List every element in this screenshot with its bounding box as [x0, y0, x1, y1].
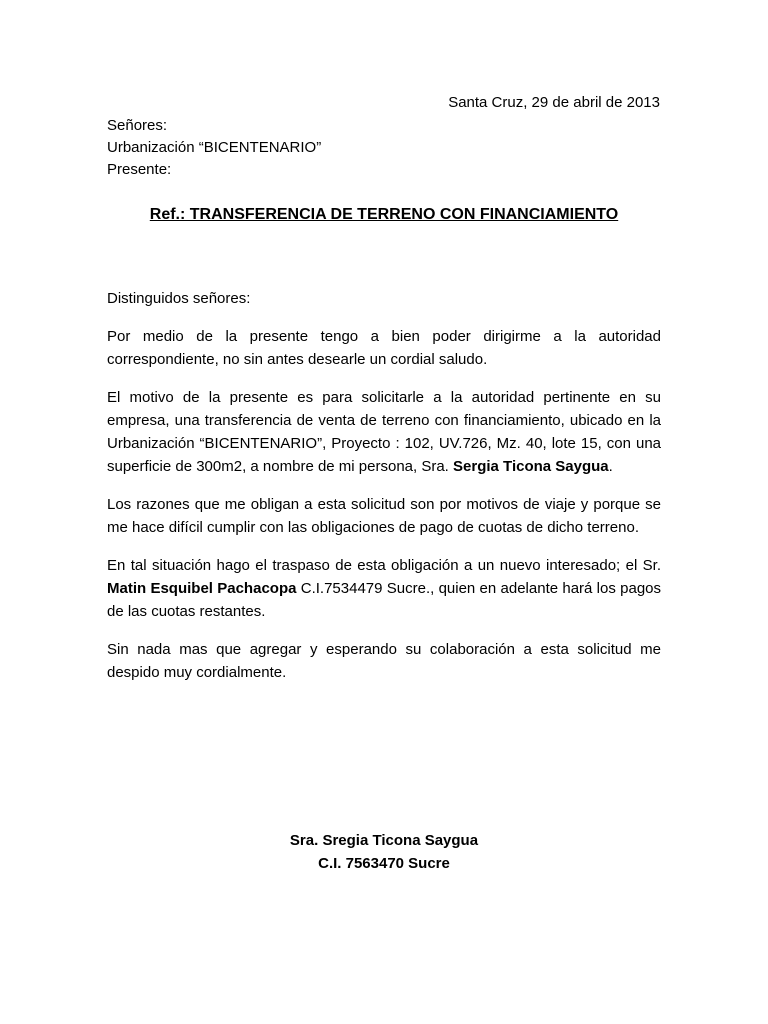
applicant-name: Sergia Ticona Saygua [453, 458, 609, 475]
addressee-line-3: Presente: [107, 161, 172, 178]
paragraph-2-end: . [608, 458, 613, 475]
paragraph-2-text: El motivo de la presente es para solicitarle a la autoridad pertinente en su empresa, una transferencia de venta de terreno con financiamiento, ubicado en la Urbanización “BICENTENARIO”, Proyecto : 102, UV.726, Mz. 40, lote 15, con una superficie de 300m2, a nombre de mi persona, Sra. [107, 389, 661, 475]
paragraph-5: Sin nada mas que agregar y esperando su colaboración a esta solicitud me despido muy cordialmente. [107, 641, 661, 681]
signature-block [0, 829, 768, 875]
reference-text: Ref.: TRANSFERENCIA DE TERRENO CON FINANCIAMIENTO [149, 206, 619, 223]
signature-id: C.I. 7563470 Sucre [318, 855, 450, 872]
letter-body [107, 287, 661, 699]
paragraph-2 [107, 386, 661, 478]
reference-heading [0, 204, 768, 226]
signature-name: Sra. Sregia Ticona Saygua [289, 832, 479, 849]
paragraph-1: Por medio de la presente tengo a bien poder dirigirme a la autoridad correspondiente, no sin antes desearle un cordial saludo. [107, 328, 661, 368]
paragraph-3: Los razones que me obligan a esta solicitud son por motivos de viaje y porque se me hace difícil cumplir con las obligaciones de pago de cuotas de dicho terreno. [107, 496, 661, 536]
paragraph-4 [107, 554, 661, 623]
addressee-line-1: Señores: [107, 117, 168, 134]
addressee-line-2: Urbanización “BICENTENARIO” [107, 139, 322, 156]
addressee-block [107, 115, 321, 181]
paragraph-4-text: En tal situación hago el traspaso de esta obligación a un nuevo interesado; el Sr. [107, 557, 661, 574]
letter-date: Santa Cruz, 29 de abril de 2013 [448, 94, 660, 111]
new-holder-name: Matin Esquibel Pachacopa [107, 580, 297, 597]
paragraph-4-rest: C.I.7534479 Sucre., quien en adelante hará los pagos de las cuotas restantes. [107, 580, 661, 620]
salutation: Distinguidos señores: [107, 290, 251, 307]
